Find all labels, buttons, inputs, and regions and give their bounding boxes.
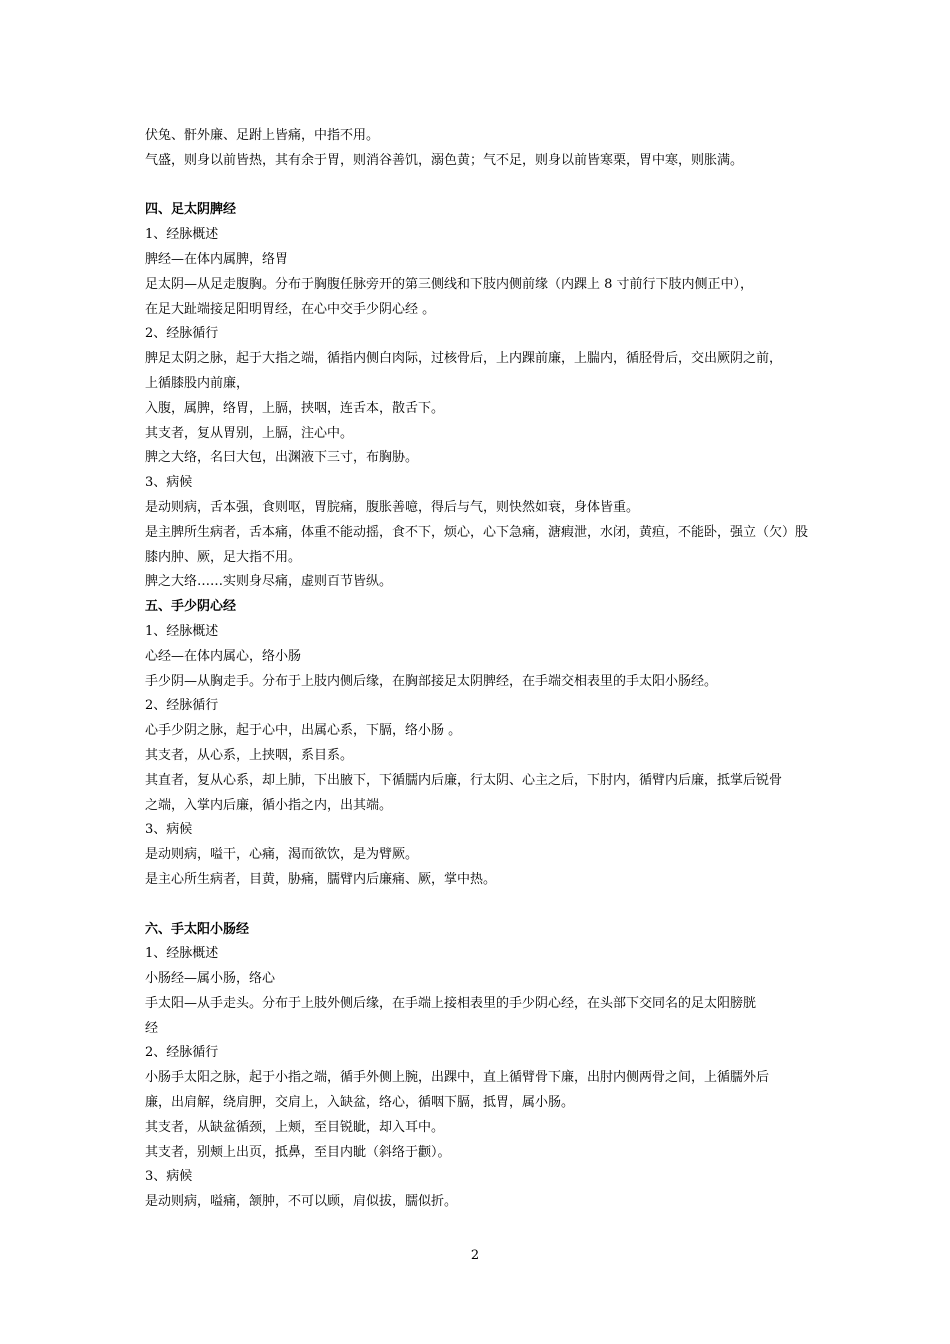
- subheading: 1、经脉概述: [145, 227, 219, 243]
- page-number: 2: [470, 1248, 480, 1263]
- subheading: 2、经脉循行: [145, 326, 219, 342]
- body-line: 脾之大络……实则身尽痛，虚则百节皆纵。: [145, 574, 393, 590]
- subheading: 2、经脉循行: [145, 1045, 219, 1061]
- body-line: 是主心所生病者，目黄，胁痛，臑臂内后廉痛、厥，掌中热。: [145, 871, 497, 887]
- body-line: 小肠经—属小肠，络心: [145, 971, 276, 987]
- subheading: 3、病候: [145, 1169, 193, 1185]
- body-line: 足太阴—从足走腹胸。分布于胸腹任脉旁开的第三侧线和下肢内侧前缘（内踝上 8 寸前行下肢内侧正中），: [145, 276, 754, 292]
- body-line: 是主脾所生病者，舌本痛，体重不能动摇，食不下，烦心，心下急痛，溏瘕泄，水闭，黄疸，不能卧，强立（欠）股: [145, 524, 809, 540]
- body-line: 其支者，从缺盆循颈，上颊，至目锐眦，却入耳中。: [145, 1119, 445, 1135]
- body-line: 手太阳—从手走头。分布于上肢外侧后缘，在手端上接相表里的手少阴心经，在头部下交同名的足太阳膀胱: [145, 995, 757, 1011]
- body-line: 入腹，属脾，络胃，上膈，挟咽，连舌本，散舌下。: [145, 400, 445, 416]
- body-line: 手少阴—从胸走手。分布于上肢内侧后缘，在胸部接足太阴脾经，在手端交相表里的手太阳小肠经。: [145, 673, 718, 689]
- body-line: 心手少阴之脉，起于心中，出属心系，下膈，络小肠 。: [145, 723, 462, 739]
- blank-line: [145, 893, 813, 918]
- page-body: [145, 124, 813, 1215]
- body-line: 其支者，别颊上出页，抵鼻，至目内眦（斜络于颧）。: [145, 1144, 451, 1160]
- blank-line: [145, 174, 813, 199]
- body-line: 气盛，则身以前皆热，其有余于胃，则消谷善饥，溺色黄；气不足，则身以前皆寒栗，胃中寒，则胀满。: [145, 152, 744, 168]
- section-heading-small-intestine-meridian: 六、手太阳小肠经: [145, 921, 250, 937]
- body-line: 经: [145, 1020, 159, 1036]
- body-line: 其直者，复从心系，却上肺，下出腋下，下循臑内后廉，行太阴、心主之后，下肘内，循臂内后廉，抵掌后锐骨: [145, 772, 783, 788]
- subheading: 1、经脉概述: [145, 946, 219, 962]
- section-heading-spleen-meridian: 四、足太阴脾经: [145, 202, 237, 218]
- body-line: 脾足太阴之脉，起于大指之端，循指内侧白肉际，过核骨后，上内踝前廉，上腨内，循胫骨后，交出厥阴之前，: [145, 351, 783, 367]
- section-heading-heart-meridian: 五、手少阴心经: [145, 599, 237, 615]
- body-line: 小肠手太阳之脉，起于小指之端，循手外侧上腕，出踝中，直上循臂骨下廉，出肘内侧两骨之间，上循臑外后: [145, 1070, 770, 1086]
- body-line: 是动则病，嗌痛，颔肿，不可以顾，肩似拔，臑似折。: [145, 1194, 458, 1210]
- subheading: 3、病候: [145, 822, 193, 838]
- body-line: 是动则病，嗌干，心痛，渴而欲饮，是为臂厥。: [145, 847, 419, 863]
- subheading: 3、病候: [145, 475, 193, 491]
- body-line: 是动则病，舌本强，食则呕，胃脘痛，腹胀善噫，得后与气，则快然如衰，身体皆重。: [145, 499, 640, 515]
- body-line: 上循膝股内前廉，: [145, 375, 250, 391]
- body-line: 心经—在体内属心，络小肠: [145, 648, 302, 664]
- body-line: 膝内肿、厥，足大指不用。: [145, 549, 302, 565]
- body-line: 脾经—在体内属脾，络胃: [145, 251, 289, 267]
- body-line: 其支者，从心系，上挟咽，系目系。: [145, 747, 354, 763]
- subheading: 1、经脉概述: [145, 623, 219, 639]
- body-line: 脾之大络，名曰大包，出渊液下三寸，布胸胁。: [145, 450, 419, 466]
- body-line: 其支者，复从胃别，上膈，注心中。: [145, 425, 354, 441]
- body-line: 在足大趾端接足阳明胃经，在心中交手少阴心经 。: [145, 301, 436, 317]
- body-line: 伏兔、骭外廉、足跗上皆痛，中指不用。: [145, 128, 380, 143]
- subheading: 2、经脉循行: [145, 698, 219, 714]
- body-line: 之端，入掌内后廉，循小指之内，出其端。: [145, 797, 393, 813]
- body-line: 廉，出肩解，绕肩胛，交肩上，入缺盆，络心，循咽下膈，抵胃，属小肠。: [145, 1095, 575, 1111]
